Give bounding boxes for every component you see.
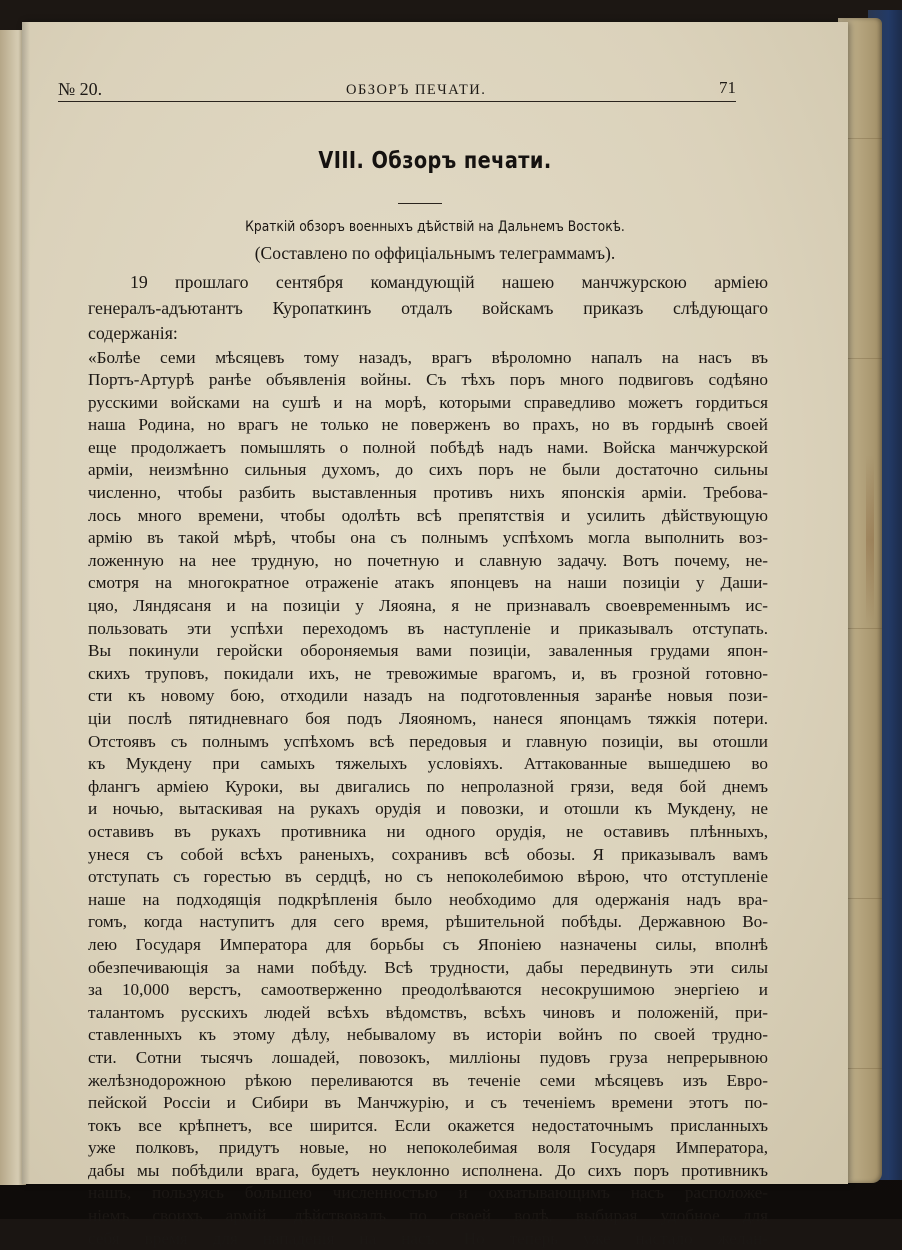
text-line: численно, чтобы разбить выставленныя противъ нихъ японскія арміи. Требова- [88, 483, 768, 503]
issue-number: № 20. [58, 79, 103, 99]
intro-line: 19 прошлаго сентября командующій нашею манчжурскою арміею [130, 272, 768, 292]
text-line: «Болѣе семи мѣсяцевъ тому назадъ, врагъ вѣроломно напалъ на насъ въ [88, 347, 768, 367]
text-line: еще продолжаетъ помышлять о полной побѣдѣ надъ нами. Войска манчжурской [88, 437, 768, 457]
running-header [58, 62, 736, 102]
text-line: лось много времени, чтобы одолѣть всѣ препятствія и усилить дѣйствующую [88, 505, 768, 525]
subtitle-note: (Составлено по оффиціальнымъ телеграммамъ). [254, 243, 616, 263]
text-line: талантомъ русскихъ людей всѣхъ вѣдомствъ, всѣхъ чиновъ и положеній, при- [88, 1002, 768, 1022]
text-line: цяо, Ляндясаня и на позиціи у Ляояна, я не признавалъ своевременнымъ ис- [88, 596, 768, 616]
text-line: обезпечивающія за нами побѣду. Всѣ трудности, дабы передвинуть эти силы [88, 957, 768, 977]
text-line: и ночью, вытаскивая на рукахъ орудія и повозки, и отошли къ Мукдену, не [88, 799, 768, 819]
text-line: токъ все крѣпнетъ, все ширится. Если окажется недостаточнымъ присланныхъ [88, 1115, 768, 1135]
text-line: арміи, неизмѣнно сильныя духомъ, до сихъ поръ не были достаточно сильны [88, 460, 768, 480]
page-stain [866, 455, 874, 625]
text-line: пользовать эти успѣхи переходомъ въ наступленіе и приказывалъ отступать. [88, 618, 768, 638]
text-line: уже полковъ, придутъ новые, но непоколебимая воля Государя Императора, [88, 1138, 768, 1158]
text-line: ставленныхъ къ этому дѣлу, небывалому въ исторіи войнъ по своей трудно- [88, 1025, 768, 1045]
text-line: ложенную на нее трудную, но почетную и славную задачу. Вотъ почему, не- [88, 550, 768, 570]
text-line: себя время для нападенія на насъ. Но теперь уже настало желан- [88, 1228, 768, 1248]
text-line: Портъ-Артурѣ ранѣе объявленія войны. Съ тѣхъ поръ много подвиговъ содѣяно [88, 370, 768, 390]
text-line: наше на подходящія подкрѣпленія было необходимо для одержанія надъ вра- [88, 889, 768, 909]
text-line: лею Государя Императора для борьбы съ Японіею назначены силы, вполнѣ [88, 934, 768, 954]
text-line: желѣзнодорожною рѣкою переливаются въ теченіе семи мѣсяцевъ изъ Евро- [88, 1070, 768, 1090]
text-line: нашъ, пользуясь большею численностью и охватывающимъ насъ расположе- [88, 1183, 768, 1203]
running-title: ОБЗОРЪ ПЕЧАТИ. [346, 82, 487, 98]
text-line: Отстоявъ съ полнымъ успѣхомъ всѣ передовыя и главную позиціи, вы отошли [88, 731, 768, 751]
text-line: отступать съ горестью въ сердцѣ, но съ непоколебимою вѣрою, что отступленіе [88, 867, 768, 887]
text-line: пейской Россіи и Сибири въ Манчжурію, и съ теченіемъ времени этотъ по- [88, 1093, 768, 1113]
text-line: ніемъ своихъ армій, дѣйствовалъ по своей волѣ, выбирая удобное для [88, 1206, 768, 1226]
section-title: VIII. Обзоръ печати. [318, 148, 552, 174]
page-number: 71 [719, 78, 736, 97]
text-line: унеся съ собой всѣхъ раненыхъ, сохранивъ всѣ обозы. Я приказывалъ вамъ [88, 844, 768, 864]
section-subtitle: Краткій обзоръ военныхъ дѣйствій на Дальнемъ Востокѣ. [245, 219, 625, 235]
intro-line: содержанія: [88, 323, 178, 343]
text-line: сти. Сотни тысячъ лошадей, повозокъ, милліоны пудовъ груза непрерывною [88, 1047, 768, 1067]
text-line: дабы мы побѣдили врага, будетъ неуклонно исполнена. До сихъ поръ противникъ [88, 1160, 768, 1180]
article-body [88, 270, 768, 1250]
text-line: къ Мукдену при самыхъ тяжелыхъ условіяхъ. Аттакованные вышедшею во [88, 754, 768, 774]
text-line: русскими войсками на сушѣ и на морѣ, которыми справедливо можетъ гордиться [88, 392, 768, 412]
text-line: наша Родина, но врагъ не только не поверженъ во прахъ, но въ гордынѣ своей [88, 415, 768, 435]
text-line: Вы покинули геройски обороняемыя вами позиціи, заваленныя грудами япон- [88, 641, 768, 661]
header-rule [58, 101, 736, 102]
text-line: скихъ труповъ, покидали ихъ, не тревожимые врагомъ, и, въ грозной готовно- [88, 663, 768, 683]
text-line: смотря на многократное отраженіе атакъ японцевъ на наши позиціи у Даши- [88, 573, 768, 593]
text-line: гомъ, когда наступитъ для сего время, рѣшительной побѣды. Державною Во- [88, 912, 768, 932]
text-line: оставивъ въ рукахъ противника ни одного орудія, не оставивъ плѣнныхъ, [88, 821, 768, 841]
text-line: флангъ арміею Куроки, вы двигались по непролазной грязи, ведя бой днемъ [88, 776, 768, 796]
text-line: армію въ такой мѣрѣ, чтобы она съ полнымъ успѣхомъ могла выполнить воз- [88, 528, 768, 548]
title-divider [398, 203, 442, 204]
intro-line: генералъ-адъютантъ Куропаткинъ отдалъ войскамъ приказъ слѣдующаго [88, 297, 768, 318]
text-line: сти къ новому бою, отходили назадъ на подготовленныя заранѣе новыя пози- [88, 686, 768, 706]
page-gutter-shadow [22, 22, 30, 1184]
text-line: за 10,000 верстъ, самоотверженно преодолѣваются несокрушимою энергіею и [88, 980, 768, 1000]
text-line: ціи послѣ пятидневнаго боя подъ Ляояномъ, нанеся японцамъ тяжкія потери. [88, 709, 768, 728]
